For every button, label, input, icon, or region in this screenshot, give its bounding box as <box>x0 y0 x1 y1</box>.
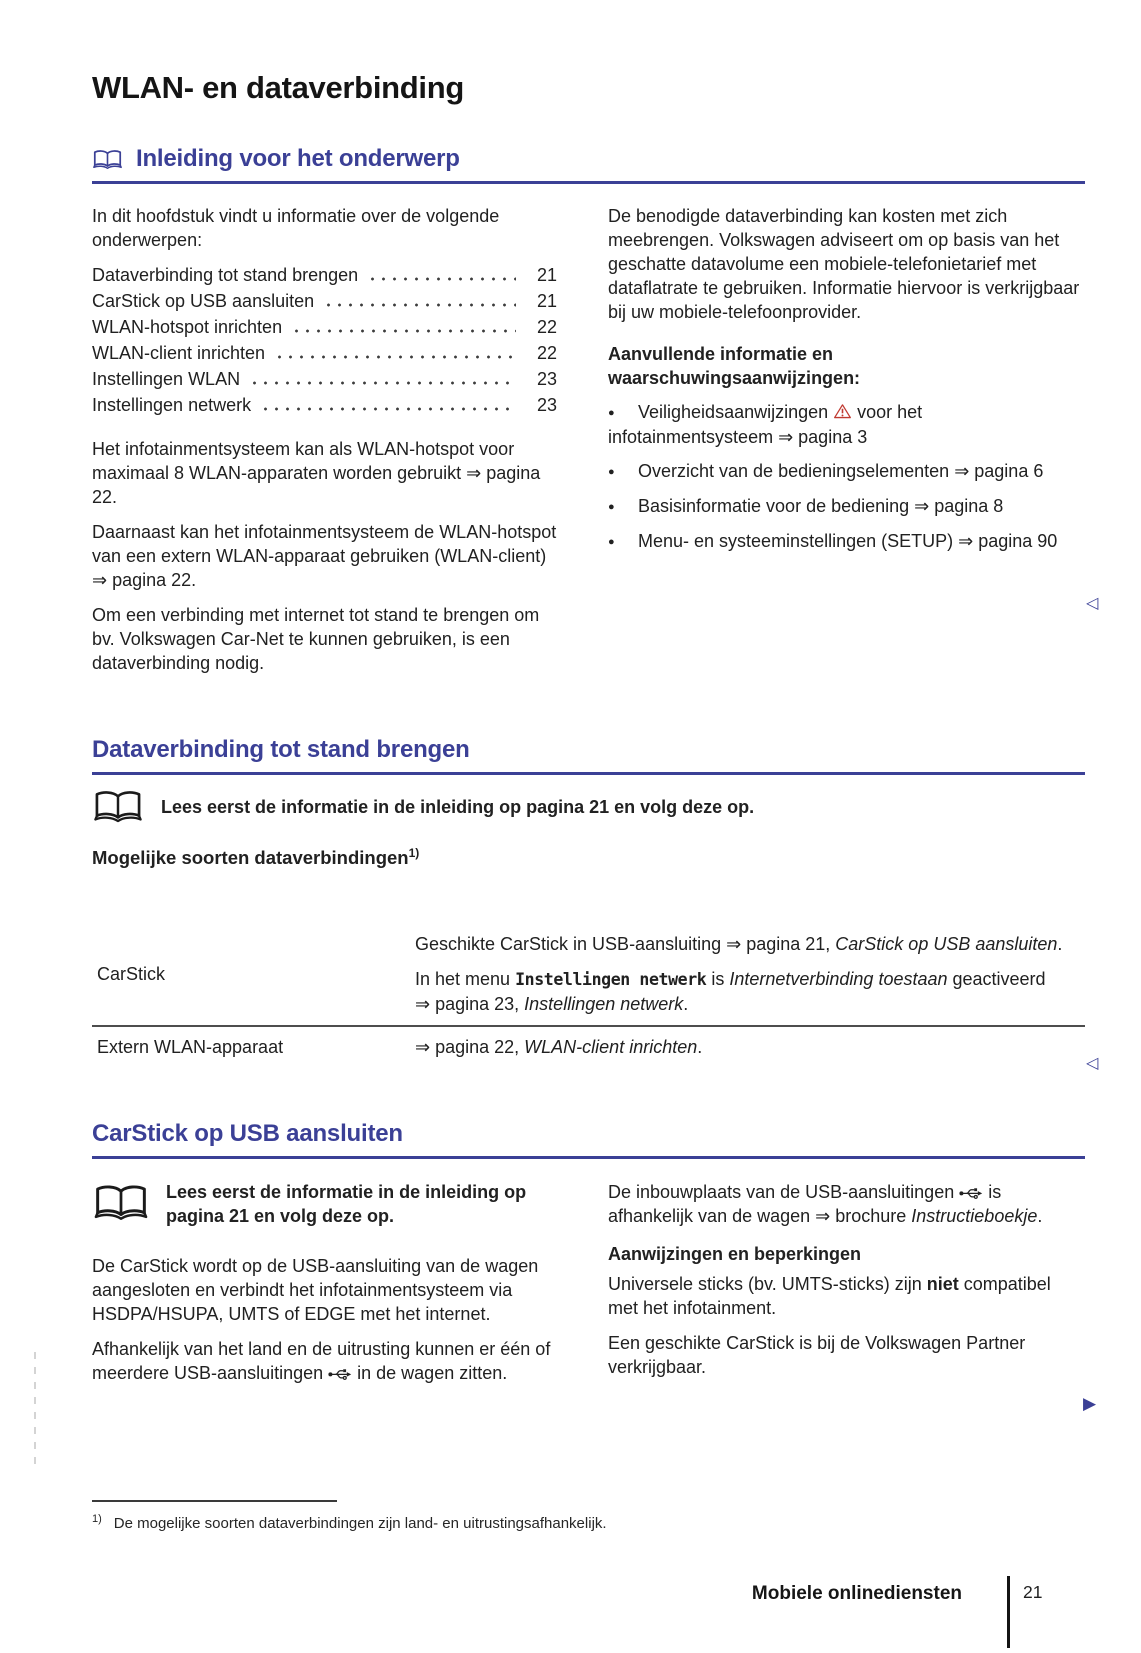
usb-icon <box>959 1187 983 1199</box>
section-heading-dataverbinding <box>92 736 1085 775</box>
paragraph: Om een verbinding met internet tot stand te brengen om bv. Volkswagen Car-Net te kunnen gebruiken, is een dataverbinding nodig. <box>92 605 540 673</box>
bullet-text: Menu- en systeeminstellingen (SETUP) ⇒ pagina 90 <box>638 531 1058 551</box>
read-first-note <box>92 788 992 825</box>
table-cell-paragraph: In het menu Instellingen netwerk is Internetverbinding toestaan geactiveerd ⇒ pagina 23, Instellingen netwerk. <box>415 969 1046 1014</box>
read-first-note <box>92 1180 557 1228</box>
paragraph: Daarnaast kan het infotainmentsysteem de WLAN-hotspot van een extern WLAN-apparaat gebruiken (WLAN-client) ⇒ pagina 22. <box>92 522 557 590</box>
toc-leader-dots <box>291 315 516 333</box>
carstick-right-column <box>608 1180 1085 1396</box>
topic-continues-icon: ▶ <box>1083 1394 1097 1413</box>
table-title <box>92 847 419 869</box>
toc-label: Instellingen netwerk <box>92 395 252 415</box>
intro-left-column <box>92 204 557 686</box>
bullet-icon: ● <box>608 501 615 513</box>
table-row <box>92 1025 1085 1066</box>
book-icon <box>92 788 144 825</box>
section-end-icon: ◁ <box>1086 1055 1099 1072</box>
toc-label: WLAN-hotspot inrichten <box>92 317 283 337</box>
section-title: Inleiding voor het onderwerp <box>136 145 460 172</box>
row-value <box>415 932 1065 1017</box>
toc-row <box>92 263 557 289</box>
paragraph: De benodigde dataverbinding kan kosten met zich meebrengen. Volkswagen adviseert om op basis van het geschatte datavolume een mobiele-telefonietarief met dataflatrate te gebruiken. Informatie hiervoor is verkrijgbaar bij uw mobiele-telefoonprovider. <box>608 206 1080 322</box>
toc-leader-dots <box>249 367 516 385</box>
toc-row <box>92 289 557 315</box>
intro-columns <box>92 204 1085 686</box>
bullet-item <box>608 459 1085 484</box>
toc-leader-dots <box>367 263 516 281</box>
toc-leader-dots <box>323 289 516 307</box>
section-heading-carstick <box>92 1120 1085 1159</box>
chapter-toc <box>92 263 557 419</box>
toc-row <box>92 367 557 393</box>
bullet-item <box>608 494 1085 519</box>
footnote-marker: 1) <box>92 1513 102 1525</box>
bullet-text: Veiligheidsaanwijzingen voor het infotainmentsysteem ⇒ pagina 3 <box>608 402 923 447</box>
row-label: Extern WLAN-apparaat <box>97 1037 284 1057</box>
table-cell-paragraph: Geschikte CarStick in USB-aansluiting ⇒ pagina 21, CarStick op USB aansluiten. <box>415 934 1063 954</box>
toc-label: Dataverbinding tot stand brengen <box>92 265 359 285</box>
data-connection-table <box>92 926 1085 1066</box>
footer-divider <box>1007 1576 1010 1648</box>
section-heading-inleiding <box>92 145 1085 184</box>
carstick-left-column <box>92 1180 557 1396</box>
carstick-columns <box>92 1180 1085 1396</box>
warning-icon <box>833 403 852 419</box>
toc-label: CarStick op USB aansluiten <box>92 291 315 311</box>
toc-page-number: 23 <box>536 395 557 415</box>
toc-page-number: 21 <box>536 291 557 311</box>
row-label: CarStick <box>97 964 166 984</box>
toc-label: Instellingen WLAN <box>92 369 241 389</box>
toc-row <box>92 315 557 341</box>
toc-leader-dots <box>260 393 516 411</box>
section-end-icon: ◁ <box>1086 595 1099 612</box>
toc-label: WLAN-client inrichten <box>92 343 266 363</box>
row-value <box>415 1035 1065 1060</box>
paragraph: Universele sticks (bv. UMTS-sticks) zijn niet compatibel met het infotainment. <box>608 1274 1051 1318</box>
book-icon <box>92 148 123 171</box>
page-title: WLAN- en dataverbinding <box>92 70 464 105</box>
note-text: Lees eerst de informatie in de inleiding op pagina 21 en volg deze op. <box>166 1182 527 1226</box>
paragraph: Het infotainmentsysteem kan als WLAN-hotspot voor maximaal 8 WLAN-apparaten worden gebruikt ⇒ pagina 22. <box>92 439 541 507</box>
paragraph: Afhankelijk van het land en de uitrusting kunnen er één of meerdere USB-aansluitingen in de wagen zitten. <box>92 1339 551 1383</box>
notes-subheading: Aanwijzingen en beperkingen <box>608 1244 862 1264</box>
bullet-icon: ● <box>608 407 615 419</box>
bullet-text: Basisinformatie voor de bediening ⇒ pagina 8 <box>638 496 1004 516</box>
toc-page-number: 21 <box>536 265 557 285</box>
footnote <box>92 1514 607 1534</box>
toc-row <box>92 341 557 367</box>
bullet-icon: ● <box>608 466 615 478</box>
bullet-icon: ● <box>608 536 615 548</box>
table-cell-paragraph: ⇒ pagina 22, WLAN-client inrichten. <box>415 1037 703 1057</box>
paragraph: Een geschikte CarStick is bij de Volkswagen Partner verkrijgbaar. <box>608 1333 1026 1377</box>
footnote-text: De mogelijke soorten dataverbindingen zijn land- en uitrustingsafhankelijk. <box>113 1515 607 1532</box>
footnote-reference: 1) <box>408 845 420 860</box>
toc-page-number: 22 <box>536 317 557 337</box>
table-row <box>92 926 1085 1025</box>
bullet-text: Overzicht van de bedieningselementen ⇒ pagina 6 <box>638 461 1044 481</box>
lead-paragraph: In dit hoofdstuk vindt u informatie over de volgende onderwerpen: <box>92 206 500 250</box>
paragraph: De CarStick wordt op de USB-aansluiting van de wagen aangesloten en verbindt het infotainmentsysteem via HSDPA/HSUPA, UMTS of EDGE met het internet. <box>92 1256 539 1324</box>
scan-artifact <box>34 1352 36 1464</box>
warnings-subheading: Aanvullende informatie en waarschuwingsaanwijzingen: <box>608 344 861 388</box>
footnote-rule <box>92 1500 337 1502</box>
intro-right-column <box>608 204 1085 686</box>
toc-page-number: 22 <box>536 343 557 363</box>
footer-page-number: 21 <box>1023 1582 1043 1602</box>
bullet-item <box>608 400 1085 449</box>
book-icon <box>92 1182 150 1223</box>
footer-section-label: Mobiele onlinediensten <box>751 1583 962 1604</box>
toc-row <box>92 393 557 419</box>
toc-leader-dots <box>274 341 516 359</box>
section-title: CarStick op USB aansluiten <box>92 1120 403 1147</box>
bullet-item <box>608 529 1085 554</box>
paragraph: De inbouwplaats van de USB-aansluitingen is afhankelijk van de wagen ⇒ brochure Instructieboekje. <box>608 1182 1043 1226</box>
section-title: Dataverbinding tot stand brengen <box>92 736 470 763</box>
toc-page-number: 23 <box>536 369 557 389</box>
usb-icon <box>328 1368 352 1380</box>
note-text: Lees eerst de informatie in de inleiding op pagina 21 en volg deze op. <box>161 796 755 817</box>
table-title-text: Mogelijke soorten dataverbindingen <box>92 847 409 868</box>
